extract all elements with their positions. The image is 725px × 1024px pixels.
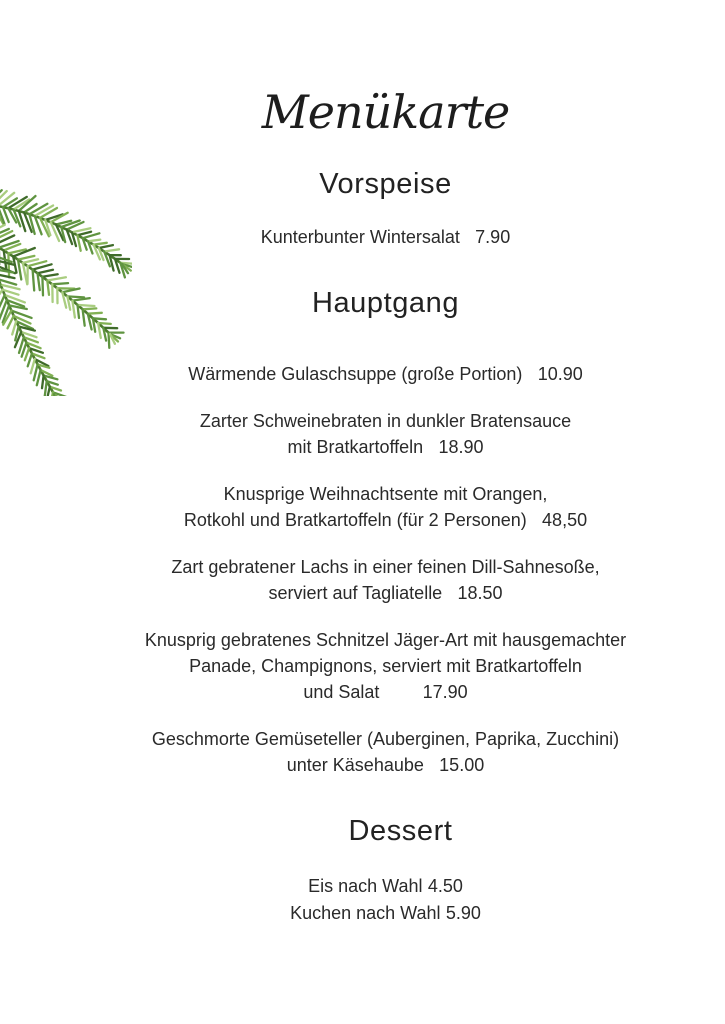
menu-item-price: 17.90 xyxy=(422,681,468,702)
section-heading-dessert: Dessert xyxy=(348,814,453,847)
menu-item-line: Knusprig gebratenes Schnitzel Jäger-Art mit hausgemachter xyxy=(144,629,627,650)
menu-item-text xyxy=(46,361,725,387)
menu-item xyxy=(46,726,725,778)
menu-item-text xyxy=(46,224,725,250)
menu-item-price: 15.00 xyxy=(439,754,485,775)
menu-item xyxy=(46,224,725,250)
menu-item-line: Eis nach Wahl xyxy=(308,875,423,896)
menu-section-vorspeise xyxy=(46,167,725,250)
menu-item-text xyxy=(46,873,725,900)
menu-item-line: Kuchen nach Wahl xyxy=(290,902,441,923)
menu-item-line: Knusprige Weihnachtsente mit Orangen, xyxy=(223,483,548,504)
menu-item-line: und Salat xyxy=(303,681,380,702)
menu-item-price: 48,50 xyxy=(542,509,588,530)
menu-item-text xyxy=(46,679,725,705)
menu-item-text xyxy=(46,554,725,580)
menu-item-line: serviert auf Tagliatelle xyxy=(268,582,443,603)
menu-item-text xyxy=(46,726,725,752)
menu-title: Menükarte xyxy=(261,85,510,139)
menu-item-text xyxy=(46,580,725,606)
menu-section-dessert xyxy=(46,814,725,927)
menu-item-line: Wärmende Gulaschsuppe (große Portion) xyxy=(188,363,523,384)
menu-item-text xyxy=(46,408,725,434)
menu-item-line: Panade, Champignons, serviert mit Bratkartoffeln xyxy=(189,655,582,676)
menu-sections xyxy=(46,167,725,927)
menu-item xyxy=(46,361,725,387)
menu-item-price: 18.50 xyxy=(457,582,503,603)
menu-item xyxy=(46,873,725,900)
menu-item-line: Kunterbunter Wintersalat xyxy=(260,226,460,247)
menu-item xyxy=(46,481,725,533)
menu-item xyxy=(46,408,725,460)
menu-item-text xyxy=(46,507,725,533)
menu-item xyxy=(46,900,725,927)
menu-item-price: 18.90 xyxy=(438,436,484,457)
menu-item-text xyxy=(46,752,725,778)
menu-item-text xyxy=(46,434,725,460)
menu-item-text xyxy=(46,900,725,927)
menu-item-line: Zart gebratener Lachs in einer feinen Dill-Sahnesoße, xyxy=(171,556,600,577)
menu-item-line: Zarter Schweinebraten in dunkler Bratensauce xyxy=(199,410,572,431)
menu-section-hauptgang xyxy=(46,286,725,778)
menu-item-text xyxy=(46,653,725,679)
section-heading-hauptgang: Hauptgang xyxy=(311,286,460,319)
menu-item-price: 7.90 xyxy=(475,226,511,247)
menu-item-price: 10.90 xyxy=(537,363,583,384)
menu-item xyxy=(46,554,725,606)
menu-item-line: Rotkohl und Bratkartoffeln (für 2 Personen) xyxy=(183,509,527,530)
menu-item-line: unter Käsehaube xyxy=(286,754,424,775)
menu-item-text xyxy=(46,627,725,653)
menu-item-price: 5.90 xyxy=(445,902,481,923)
menu-item xyxy=(46,627,725,705)
menu-item-line: mit Bratkartoffeln xyxy=(287,436,424,457)
section-heading-vorspeise: Vorspeise xyxy=(319,167,452,200)
menu-item-price: 4.50 xyxy=(427,875,463,896)
menu-item-text xyxy=(46,481,725,507)
menu-item-line: Geschmorte Gemüseteller (Auberginen, Paprika, Zucchini) xyxy=(151,728,620,749)
